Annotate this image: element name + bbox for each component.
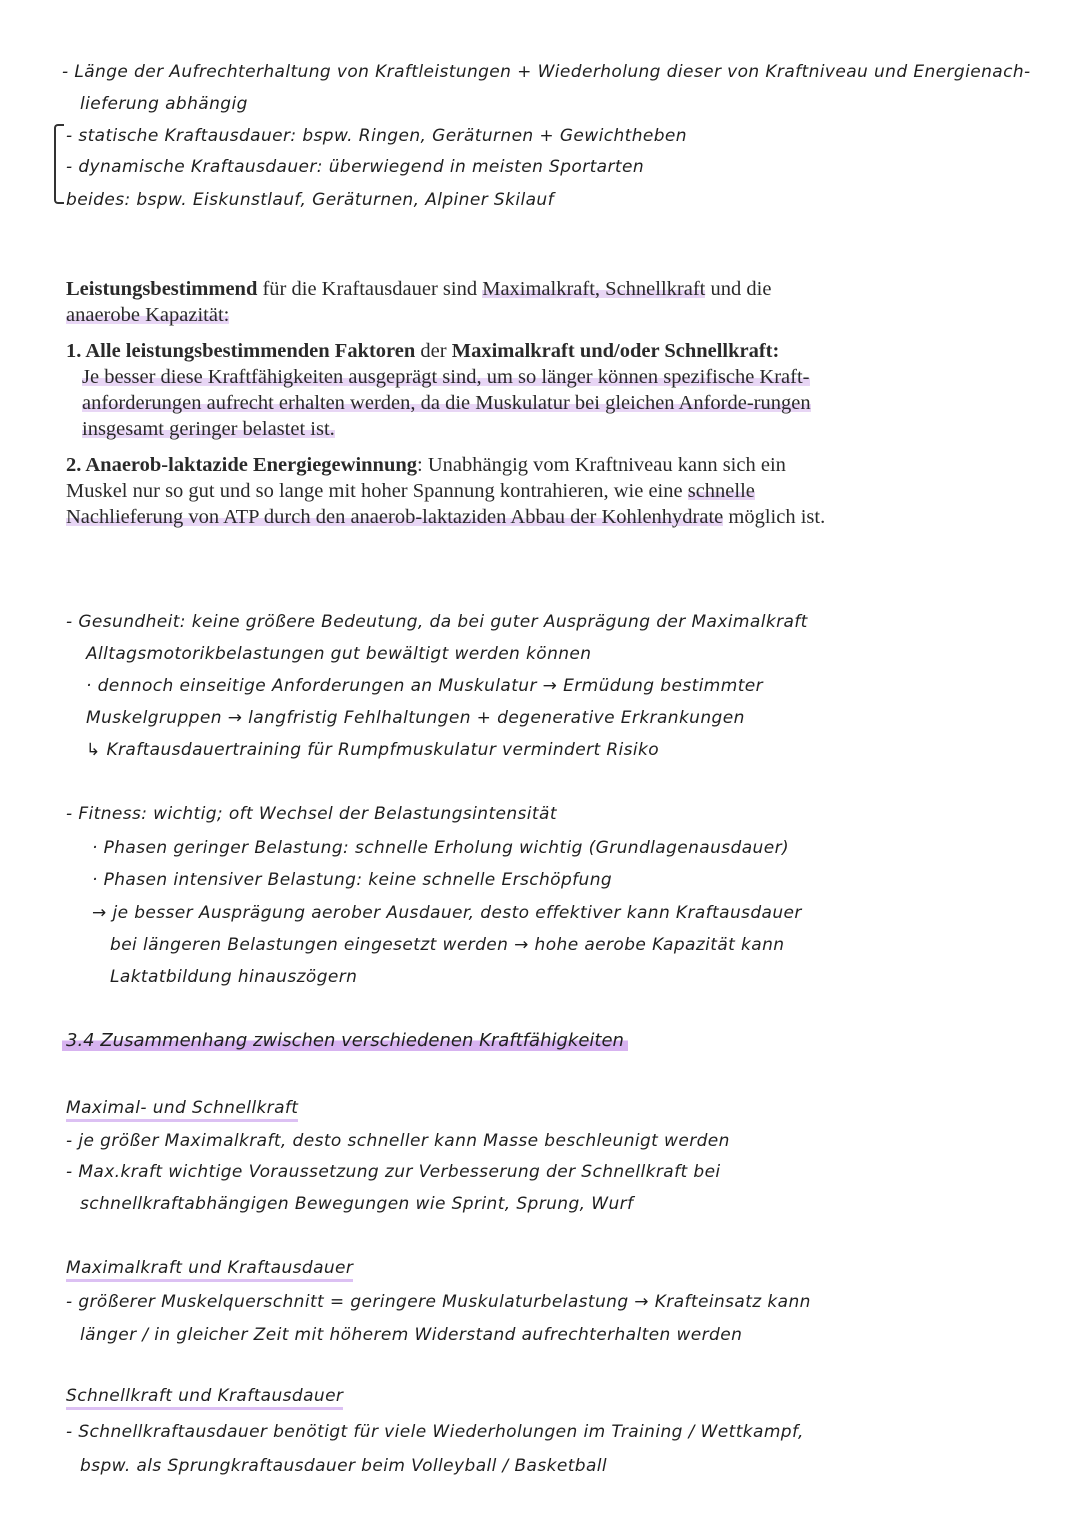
point-1-title: 1. Alle leistungsbestimmenden Faktoren	[66, 340, 416, 362]
note-line: Muskelgruppen → langfristig Fehlhaltungen + degenerative Erkrankungen	[86, 708, 745, 728]
note-line: ↳ Kraftausdauertraining für Rumpfmuskulatur vermindert Risiko	[86, 740, 660, 760]
note-line: - größerer Muskelquerschnitt = geringere Muskulaturbelastung → Krafteinsatz kann	[66, 1292, 811, 1312]
note-line: → je besser Ausprägung aerober Ausdauer, desto effektiver kann Kraftausdauer	[92, 903, 802, 923]
note-line: - je größer Maximalkraft, desto schneller kann Masse beschleunigt werden	[66, 1131, 730, 1151]
point-1-body	[66, 364, 836, 442]
note-line: schnellkraftabhängigen Bewegungen wie Sprint, Sprung, Wurf	[80, 1194, 634, 1214]
intro-text: für die Kraftausdauer sind	[257, 278, 483, 300]
point-2-highlight: schnelle Nachlieferung von ATP durch den anaerob-laktaziden Abbau der Kohlenhydrate	[66, 480, 755, 528]
note-line: · Phasen geringer Belastung: schnelle Erholung wichtig (Grundlagenausdauer)	[92, 838, 790, 858]
intro-bold: Leistungsbestimmend	[66, 278, 258, 300]
point-2-text: möglich ist.	[723, 506, 826, 528]
note-line: · Phasen intensiver Belastung: keine schnelle Erschöpfung	[92, 870, 613, 890]
intro-text: und die	[705, 278, 772, 300]
point-1-text: der	[415, 340, 452, 362]
intro-highlight: anaerobe Kapazität:	[66, 304, 230, 326]
section-heading: 3.4 Zusammenhang zwischen verschiedenen Kraftfähigkeiten	[62, 1030, 628, 1051]
point-1-highlight: Je besser diese Kraftfähigkeiten ausgeprägt sind, um so länger können spezifische Kraft-anforderungen aufrecht erhalten werden, da die Muskulatur bei gleichen Anforde-rungen insgesamt geringer belastet ist.	[82, 366, 811, 440]
point-2	[66, 452, 836, 530]
note-line: - Gesundheit: keine größere Bedeutung, da bei guter Ausprägung der Maximalkraft	[66, 612, 808, 632]
note-line: lieferung abhängig	[80, 94, 248, 114]
note-line: bei längeren Belastungen eingesetzt werden → hohe aerobe Kapazität kann	[110, 935, 785, 955]
note-line: Alltagsmotorikbelastungen gut bewältigt werden können	[86, 644, 592, 664]
subheading: Maximalkraft und Kraftausdauer	[66, 1258, 353, 1282]
printed-excerpt	[66, 276, 836, 530]
point-2-title: 2. Anaerob-laktazide Energiegewinnung	[66, 454, 417, 476]
note-line: beides: bspw. Eiskunstlauf, Geräturnen, Alpiner Skilauf	[66, 190, 554, 210]
subheading: Schnellkraft und Kraftausdauer	[66, 1386, 343, 1410]
note-line: · dennoch einseitige Anforderungen an Muskulatur → Ermüdung bestimmter	[86, 676, 764, 696]
bracket-mark	[54, 124, 64, 204]
note-line: - Länge der Aufrechterhaltung von Kraftleistungen + Wiederholung dieser von Kraftniveau und Energienach-	[62, 62, 1031, 82]
point-2-text: : Unabhängig vom Kraftniveau kann sich ein Muskel nur so gut und so lange mit hoher Spannung kontrahieren, wie eine	[66, 454, 786, 502]
note-line: - Max.kraft wichtige Voraussetzung zur Verbesserung der Schnellkraft bei	[66, 1162, 721, 1182]
note-line: Laktatbildung hinauszögern	[110, 967, 358, 987]
note-line: länger / in gleicher Zeit mit höherem Widerstand aufrechterhalten werden	[80, 1325, 743, 1345]
point-1	[66, 338, 836, 364]
note-line: - statische Kraftausdauer: bspw. Ringen, Geräturnen + Gewichtheben	[66, 126, 687, 146]
subheading: Maximal- und Schnellkraft	[66, 1098, 298, 1122]
note-line: - Fitness: wichtig; oft Wechsel der Belastungsintensität	[66, 804, 557, 824]
note-line: - Schnellkraftausdauer benötigt für viele Wiederholungen im Training / Wettkampf,	[66, 1422, 804, 1442]
intro-paragraph	[66, 276, 836, 328]
point-1-title: Maximalkraft und/oder Schnellkraft:	[451, 340, 780, 362]
note-line: bspw. als Sprungkraftausdauer beim Volleyball / Basketball	[80, 1456, 608, 1476]
note-line: - dynamische Kraftausdauer: überwiegend in meisten Sportarten	[66, 157, 644, 177]
intro-highlight: Maximalkraft, Schnellkraft	[482, 278, 706, 300]
